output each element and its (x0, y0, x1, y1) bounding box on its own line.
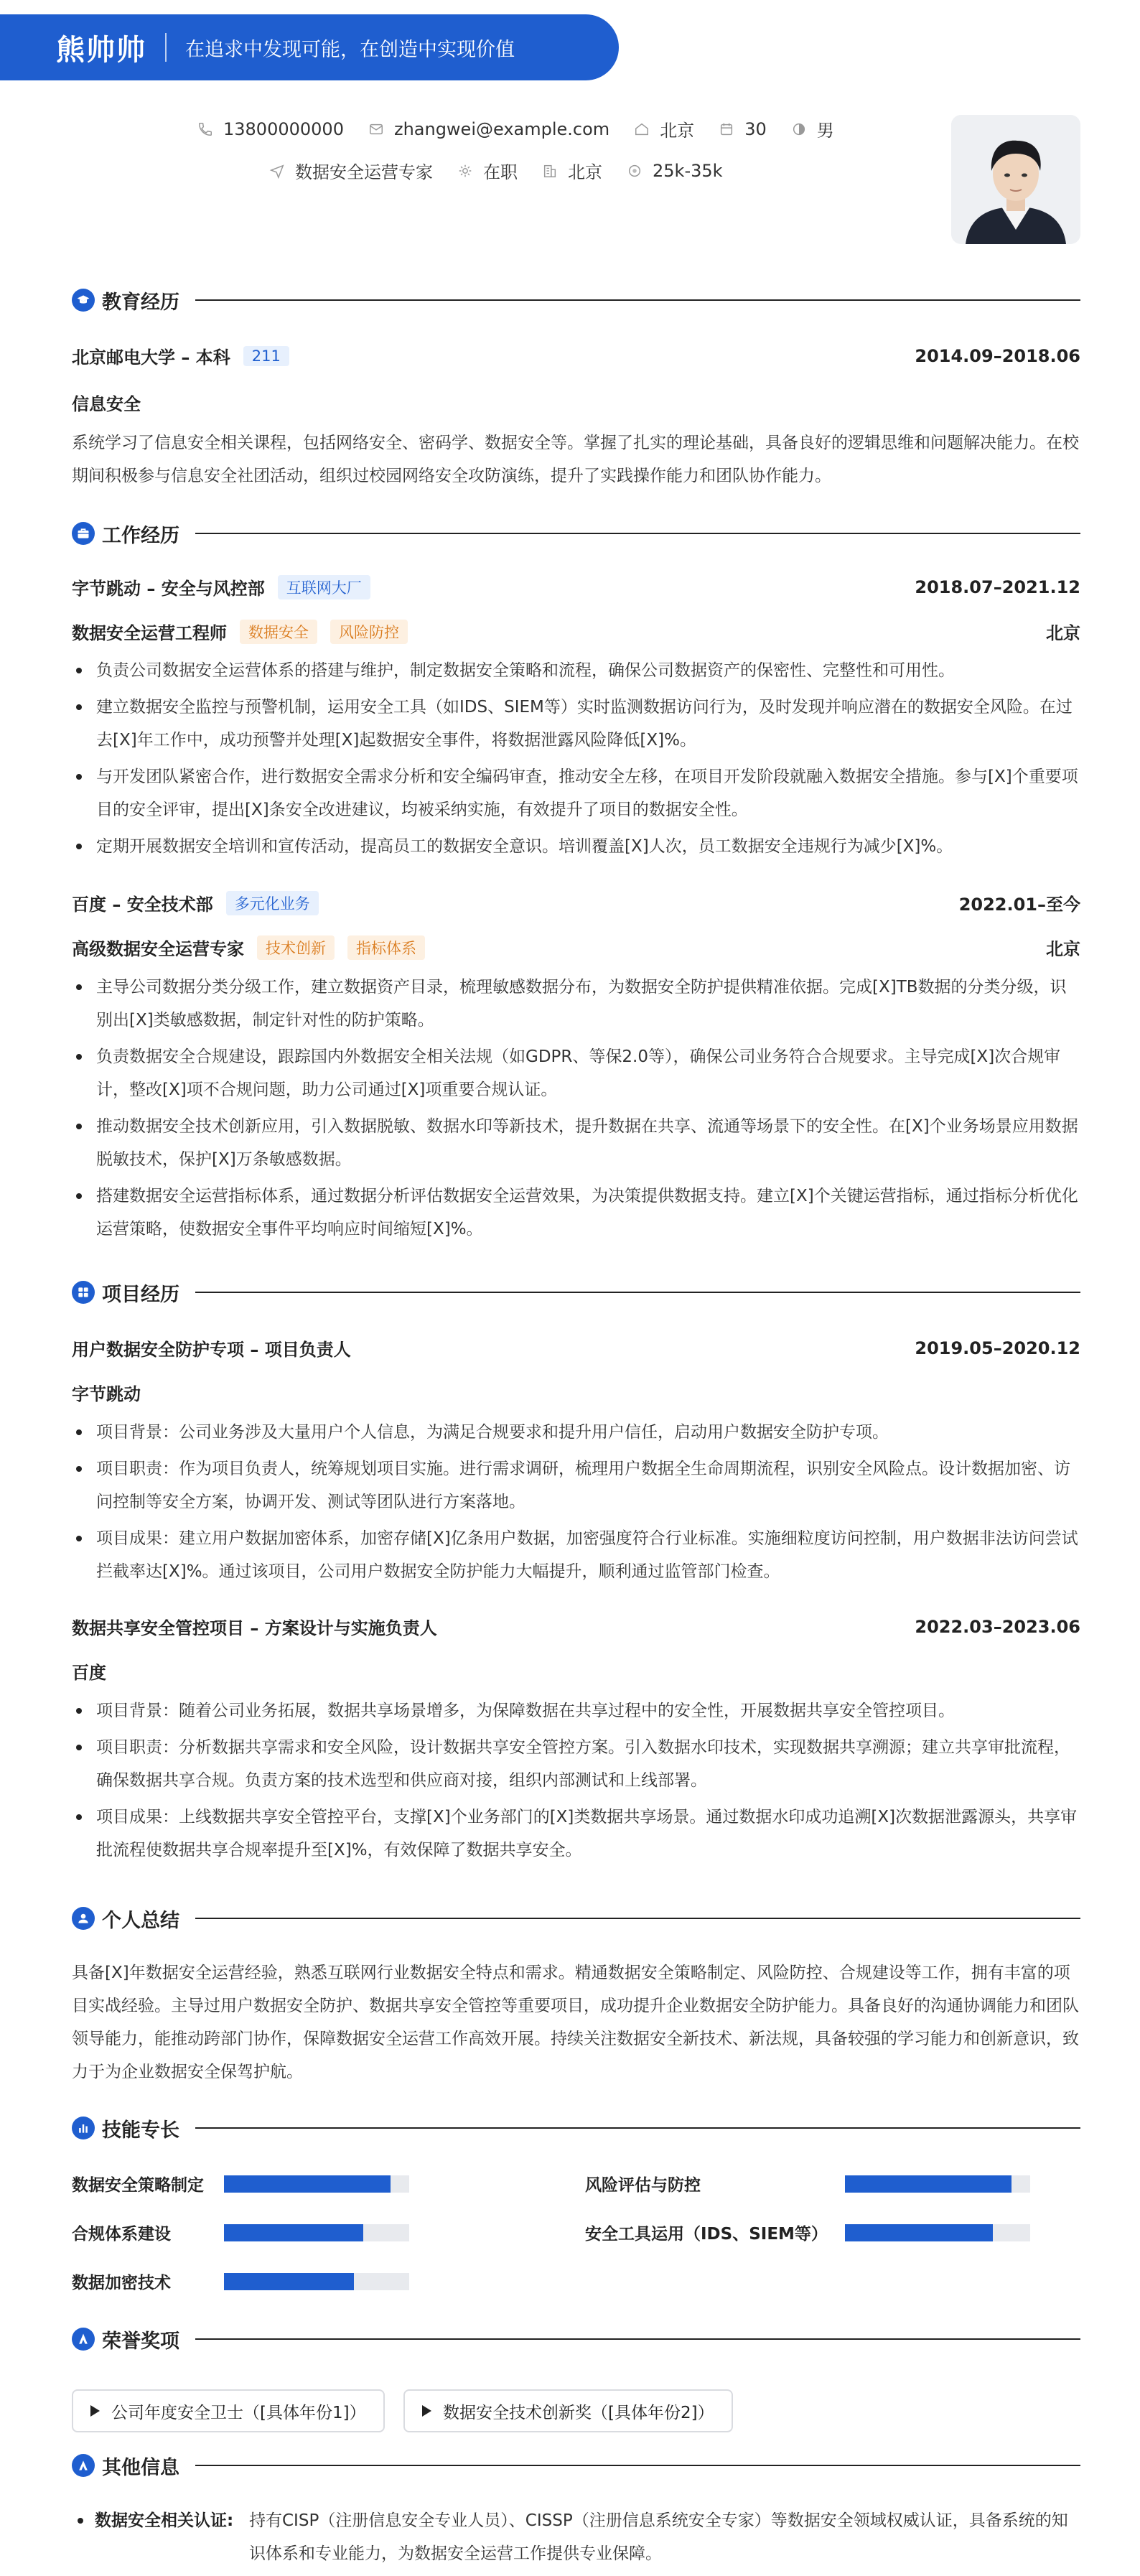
list-item: 搭建数据安全运营指标体系，通过数据分析评估数据安全运营效果，为决策提供数据支持。建立[X]个关键运营指标，通过指标分析优化运营策略，使数据安全事件平均响应时间缩短[X]%。 (72, 1180, 1080, 1246)
job-intent-row (269, 158, 747, 183)
summary-text: 具备[X]年数据安全运营经验，熟悉互联网行业数据安全特点和需求。精通数据安全策略制定、风险防控、合规建设等工作，拥有丰富的项目实战经验。主导过用户数据安全防护、数据共享安全管控等重要项目，成功提升企业数据安全防护能力。具备良好的沟通协调能力和团队领导能力，能推动跨部门协作，保障数据安全运营工作高效开展。持续关注数据安全新技术、新法规，具备较强的学习能力和创新意识，致力于为企业数据安全保驾护航。 (72, 1964, 1079, 2081)
gender-text: 男 (816, 121, 834, 141)
play-icon (90, 2405, 100, 2417)
person-icon (791, 121, 807, 137)
calendar-icon (719, 121, 734, 137)
work-section-title (72, 519, 1080, 548)
list-item: 项目成果：上线数据共享安全管控平台，支撑[X]个业务部门的[X]类数据共享场景。通过数据水印成功追溯[X]次数据泄露源头，共享审批流程使数据共享合规率提升至[X]%，有效保障了数据共享安全。 (72, 1801, 1080, 1867)
section-title-text: 项目经历 (102, 1283, 179, 1306)
project-header (72, 1335, 1080, 1361)
apps-icon (72, 1281, 95, 1304)
status-item (457, 158, 518, 183)
candidate-name: 熊帅帅 (56, 33, 146, 67)
certification-label: 数据安全相关认证: (95, 2511, 234, 2530)
building-icon (542, 163, 558, 179)
skill-item (585, 2172, 1030, 2195)
skill-tag: 指标体系 (347, 935, 425, 960)
skill-level-fill (224, 2273, 354, 2290)
job-position-row (72, 935, 1080, 960)
user-icon (72, 1907, 95, 1930)
list-item: 项目背景：随着公司业务拓展，数据共享场景增多，为保障数据在共享过程中的安全性，开展数据共享安全管控项目。 (72, 1694, 1080, 1727)
award-item (403, 2389, 733, 2432)
section-divider (195, 2338, 1080, 2340)
list-item: 负责公司数据安全运营体系的搭建与维护，制定数据安全策略和流程，确保公司数据资产的保密性、完整性和可用性。 (72, 654, 1080, 687)
phone-item (197, 119, 344, 139)
list-item: 与开发团队紧密合作，进行数据安全需求分析和安全编码审查，推动安全左移，在项目开发阶段就融入数据安全措施。参与[X]个重要项目的安全评审，提出[X]条安全改进建议，均被采纳实施，有效提升了项目的数据安全性。 (72, 760, 1080, 826)
job-city: 北京 (1046, 623, 1080, 643)
job-header (72, 574, 1080, 599)
graduation-cap-icon (72, 289, 95, 312)
list-item: 建立数据安全监控与预警机制，运用安全工具（如IDS、SIEM等）实时监测数据访问行为，及时发现并响应潜在的数据安全风险。在过去[X]年工作中，成功预警并处理[X]起数据安全事件，将数据泄露风险降低[X]%。 (72, 691, 1080, 757)
section-divider (195, 1918, 1080, 1919)
job-title-text: 数据安全运营专家 (295, 162, 433, 182)
job-position-row (72, 619, 1080, 644)
avatar (951, 115, 1080, 244)
list-item: 主导公司数据分类分级工作，建立数据资产目录，梳理敏感数据分布，为数据安全防护提供精准依据。完成[X]TB数据的分类分级，识别出[X]类敏感数据，制定针对性的防护策略。 (72, 971, 1080, 1037)
skill-level-fill (845, 2224, 993, 2241)
education-section-title (72, 286, 1080, 314)
slogan: 在追求中发现可能，在创造中实现价值 (185, 38, 515, 61)
section-title-text: 工作经历 (102, 524, 179, 547)
home-icon (634, 121, 650, 137)
info-icon (72, 2454, 95, 2477)
job-responsibilities (72, 654, 1080, 867)
list-item: 项目职责：分析数据共享需求和安全风险，设计数据共享安全管控方案。引入数据水印技术，实现数据共享溯源；建立共享审批流程，确保数据共享合规。负责方案的技术选型和供应商对接，组织内部测试和上线部署。 (72, 1731, 1080, 1797)
skill-item (72, 2269, 409, 2293)
position-title: 高级数据安全运营专家 (72, 939, 244, 959)
position-title: 数据安全运营工程师 (72, 623, 227, 643)
section-title-text: 教育经历 (102, 291, 179, 314)
skill-name: 合规体系建设 (72, 2225, 171, 2244)
bullet-dot (78, 2518, 83, 2524)
skill-tag: 风险防控 (330, 620, 408, 644)
section-title-text: 技能专长 (102, 2119, 179, 2142)
gender-item (791, 116, 834, 141)
project-name: 用户数据安全防护专项 – 项目负责人 (72, 1340, 351, 1360)
other-section-title (72, 2451, 1080, 2480)
job-city: 北京 (1046, 939, 1080, 959)
job-period: 2022.01–至今 (958, 895, 1080, 915)
list-item: 项目成果：建立用户数据加密体系，加密存储[X]亿条用户数据，加密强度符合行业标准。实施细粒度访问控制，用户数据非法访问尝试拦截率达[X]%。通过该项目，公司用户数据安全防护能力大幅提升，顺利通过监管部门检查。 (72, 1522, 1080, 1588)
salary-item (627, 161, 723, 181)
bar-chart-icon (72, 2117, 95, 2139)
job-header (72, 890, 1080, 915)
job-period: 2018.07–2021.12 (915, 577, 1080, 597)
name-banner (0, 14, 619, 80)
section-divider (195, 1292, 1080, 1293)
awards-section-title (72, 2325, 1080, 2353)
banner-divider (165, 33, 167, 62)
project-company: 字节跳动 (72, 1384, 141, 1404)
skill-tag: 数据安全 (240, 620, 317, 644)
salary-text: 25k-35k (653, 160, 723, 181)
company-name: 百度 – 安全技术部 (72, 895, 213, 915)
age-item (719, 119, 767, 139)
skill-name: 数据安全策略制定 (72, 2176, 204, 2195)
send-icon (269, 163, 285, 179)
section-divider (195, 533, 1080, 534)
email-text: zhangwei@example.com (393, 118, 610, 139)
company-tag: 互联网大厂 (278, 575, 370, 599)
email-item (368, 119, 609, 139)
mail-icon (368, 121, 384, 137)
location-text: 北京 (660, 121, 695, 141)
skill-item (585, 2221, 1030, 2244)
project-period: 2019.05–2020.12 (915, 1338, 1080, 1358)
award-text: 数据安全技术创新奖（[具体年份2]） (443, 2403, 714, 2422)
play-icon (422, 2405, 431, 2417)
school-name: 北京邮电大学 – 本科 (72, 347, 230, 368)
section-title-text: 个人总结 (102, 1909, 179, 1932)
section-divider (195, 299, 1080, 301)
company-tag: 多元化业务 (226, 891, 319, 915)
project-company: 百度 (72, 1663, 106, 1683)
skill-level-fill (845, 2175, 1011, 2193)
skill-level-fill (224, 2224, 363, 2241)
project-details (72, 1694, 1080, 1870)
phone-icon (197, 121, 213, 137)
skill-level-bar (845, 2175, 1030, 2193)
skill-item (72, 2221, 409, 2244)
other-info-item (95, 2504, 1080, 2570)
contact-row (197, 116, 859, 141)
education-header (72, 343, 1080, 368)
skills-section-title (72, 2114, 1080, 2142)
education-period: 2014.09–2018.06 (915, 345, 1080, 366)
job-responsibilities (72, 971, 1080, 1249)
gear-icon (457, 163, 473, 179)
city-text: 北京 (568, 162, 602, 182)
section-title-text: 荣誉奖项 (102, 2330, 179, 2353)
status-text: 在职 (483, 162, 518, 182)
project-header (72, 1614, 1080, 1639)
project-details (72, 1416, 1080, 1592)
skill-tag: 技术创新 (257, 935, 335, 960)
award-icon (72, 2328, 95, 2351)
projects-section-title (72, 1278, 1080, 1307)
skill-level-bar (224, 2224, 409, 2241)
city-item (542, 158, 602, 183)
coin-icon (627, 163, 643, 179)
award-item (72, 2389, 385, 2432)
skill-level-bar (224, 2273, 409, 2290)
skill-level-bar (224, 2175, 409, 2193)
list-item: 项目职责：作为项目负责人，统筹规划项目实施。进行需求调研，梳理用户数据全生命周期流程，识别安全风险点。设计数据加密、访问控制等安全方案，协调开发、测试等团队进行方案落地。 (72, 1452, 1080, 1518)
list-item: 项目背景：公司业务涉及大量用户个人信息，为满足合规要求和提升用户信任，启动用户数据安全防护专项。 (72, 1416, 1080, 1449)
school-tag: 211 (243, 346, 289, 366)
skill-item (72, 2172, 409, 2195)
skill-name: 安全工具运用（IDS、SIEM等） (585, 2225, 828, 2244)
avatar-photo (951, 115, 1080, 244)
education-description: 系统学习了信息安全相关课程，包括网络安全、密码学、数据安全等。掌握了扎实的理论基础，具备良好的逻辑思维和问题解决能力。在校期间积极参与信息安全社团活动，组织过校园网络安全攻防演练，提升了实践操作能力和团队协作能力。 (72, 434, 1079, 485)
list-item: 定期开展数据安全培训和宣传活动，提高员工的数据安全意识。培训覆盖[X]人次，员工数据安全违规行为减少[X]%。 (72, 830, 1080, 863)
project-name: 数据共享安全管控项目 – 方案设计与实施负责人 (72, 1618, 437, 1638)
education-major: 信息安全 (72, 394, 141, 414)
briefcase-icon (72, 522, 95, 545)
section-divider (195, 2465, 1080, 2466)
list-item: 推动数据安全技术创新应用，引入数据脱敏、数据水印等新技术，提升数据在共享、流通等场景下的安全性。在[X]个业务场景应用数据脱敏技术，保护[X]万条敏感数据。 (72, 1110, 1080, 1176)
project-period: 2022.03–2023.06 (915, 1616, 1080, 1637)
section-divider (195, 2127, 1080, 2129)
skill-name: 风险评估与防控 (585, 2176, 701, 2195)
skill-level-bar (845, 2224, 1030, 2241)
award-text: 公司年度安全卫士（[具体年份1]） (111, 2403, 366, 2422)
list-item: 负责数据安全合规建设，跟踪国内外数据安全相关法规（如GDPR、等保2.0等），确保公司业务符合合规要求。主导完成[X]次合规审计，整改[X]项不合规问题，助力公司通过[X]项重要合规认证。 (72, 1040, 1080, 1106)
job-title-item (269, 158, 433, 183)
phone-text: 13800000000 (223, 118, 344, 139)
age-text: 30 (744, 118, 767, 139)
company-name: 字节跳动 – 安全与风控部 (72, 579, 265, 599)
skill-level-fill (224, 2175, 391, 2193)
certification-text: 持有CISP（注册信息安全专业人员）、CISSP（注册信息系统安全专家）等数据安全领域权威认证，具备系统的知识体系和专业能力，为数据安全运营工作提供专业保障。 (249, 2511, 1068, 2563)
location-item (634, 116, 694, 141)
section-title-text: 其他信息 (102, 2456, 179, 2479)
summary-section-title (72, 1904, 1080, 1933)
skill-name: 数据加密技术 (72, 2274, 171, 2292)
